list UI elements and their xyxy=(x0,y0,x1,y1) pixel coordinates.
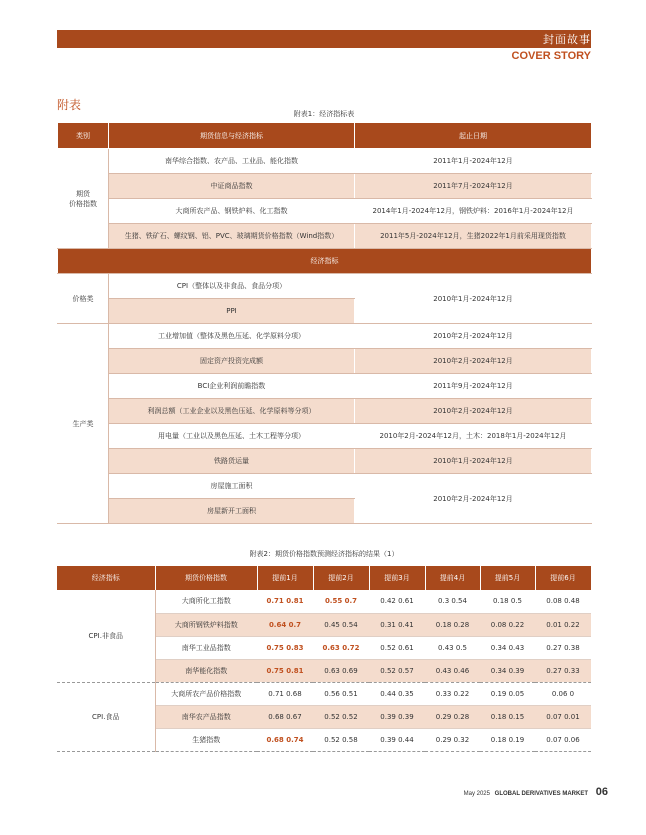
table2-value-cell: 0.08 0.48 xyxy=(535,590,591,613)
table2-value-cell: 0.52 0.52 xyxy=(313,705,369,728)
table2-row xyxy=(57,590,591,613)
table2-index-name: 南华工业品指数 xyxy=(155,636,257,659)
table2-header: 提前3月 xyxy=(369,566,425,590)
table2-value-cell: 0.18 0.28 xyxy=(425,613,480,636)
table2-value-cell: 0.68 0.74 xyxy=(257,728,313,751)
table2-value-cell: 0.27 0.38 xyxy=(535,636,591,659)
table2-index-name: 生猪指数 xyxy=(155,728,257,751)
table1-cell: 南华综合指数、农产品、工业品、能化指数 xyxy=(109,149,355,174)
table2-value-cell: 0.34 0.39 xyxy=(480,659,535,682)
table2-value-cell: 0.75 0.83 xyxy=(257,636,313,659)
appendix-heading: 附表 xyxy=(57,98,82,112)
table1-cell: 2011年5月-2024年12月，生猪2022年1月前采用现货指数 xyxy=(355,224,592,249)
table2-value-cell: 0.18 0.5 xyxy=(480,590,535,613)
table1-cell: BCI企业利润前瞻指数 xyxy=(109,374,355,399)
table1-subheader: 经济指标 xyxy=(58,249,592,274)
table1-group-price: 价格类 xyxy=(58,274,109,324)
table2-header: 提前1月 xyxy=(257,566,313,590)
table2-value-cell: 0.39 0.39 xyxy=(369,705,425,728)
table2-value-cell: 0.68 0.67 xyxy=(257,705,313,728)
table2-header: 提前4月 xyxy=(425,566,480,590)
table2-value-cell: 0.19 0.05 xyxy=(480,682,535,705)
table2-header: 期货价格指数 xyxy=(155,566,257,590)
table2-value-cell: 0.63 0.72 xyxy=(313,636,369,659)
footer-date: May 2025 xyxy=(463,791,490,797)
table1-cell: 固定资产投资完成额 xyxy=(109,349,355,374)
table2-value-cell: 0.07 0.01 xyxy=(535,705,591,728)
table2-value-cell: 0.43 0.5 xyxy=(425,636,480,659)
table2-value-cell: 0.45 0.54 xyxy=(313,613,369,636)
table1-cell: 2011年1月-2024年12月 xyxy=(355,149,592,174)
table2-header: 提前5月 xyxy=(480,566,535,590)
table2-value-cell: 0.39 0.44 xyxy=(369,728,425,751)
table1-cell: 2010年2月-2024年12月 xyxy=(355,399,592,424)
table1-cell: 2011年9月-2024年12月 xyxy=(355,374,592,399)
table1-cell: 2010年2月-2024年12月，土木：2018年1月-2024年12月 xyxy=(355,424,592,449)
table2-value-cell: 0.07 0.06 xyxy=(535,728,591,751)
table2-value-cell: 0.18 0.15 xyxy=(480,705,535,728)
table1-cell: 2010年1月-2024年12月 xyxy=(355,274,592,324)
table2-row xyxy=(57,682,591,705)
table2-value-cell: 0.01 0.22 xyxy=(535,613,591,636)
table1-cell: 2010年2月-2024年12月 xyxy=(355,474,592,524)
table2-value-cell: 0.18 0.19 xyxy=(480,728,535,751)
table1-header-indicator: 期货信息与经济指标 xyxy=(109,123,355,149)
table2-value-cell: 0.33 0.22 xyxy=(425,682,480,705)
table2-header: 提前2月 xyxy=(313,566,369,590)
table1-header-date: 起止日期 xyxy=(355,123,592,149)
footer-text xyxy=(464,791,588,797)
table1-group-futures: 期货 价格指数 xyxy=(58,149,109,249)
table1-cell: PPI xyxy=(109,299,355,324)
table1-cell: 房屋新开工面积 xyxy=(109,499,355,524)
table1-cell: 中证商品指数 xyxy=(109,174,355,199)
table1-cell: 2011年7月-2024年12月 xyxy=(355,174,592,199)
table2-index-name: 大商所钢铁炉料指数 xyxy=(155,613,257,636)
table1-header-category: 类别 xyxy=(58,123,109,149)
forecast-results-table xyxy=(57,566,592,752)
table2-value-cell: 0.75 0.81 xyxy=(257,659,313,682)
table2-value-cell: 0.42 0.61 xyxy=(369,590,425,613)
table1-cell: 2010年2月-2024年12月 xyxy=(355,349,592,374)
table2-value-cell: 0.27 0.33 xyxy=(535,659,591,682)
table1-caption: 附表1：经济指标表 xyxy=(293,110,355,118)
table1-cell: 利润总额（工业企业以及黑色压延、化学原料等分项） xyxy=(109,399,355,424)
table1-cell: CPI（整体以及非食品、食品分项） xyxy=(109,274,355,299)
table1-cell: 铁路货运量 xyxy=(109,449,355,474)
table2-value-cell: 0.52 0.61 xyxy=(369,636,425,659)
table2-index-name: 南华农产品指数 xyxy=(155,705,257,728)
table2-header: 经济指标 xyxy=(57,566,155,590)
table2-index-name: 南华能化指数 xyxy=(155,659,257,682)
table2-value-cell: 0.64 0.7 xyxy=(257,613,313,636)
table2-value-cell: 0.63 0.69 xyxy=(313,659,369,682)
table2-value-cell: 0.52 0.57 xyxy=(369,659,425,682)
table2-index-name: 大商所化工指数 xyxy=(155,590,257,613)
table2-group-label: CPI.食品 xyxy=(57,682,155,751)
table2-value-cell: 0.43 0.46 xyxy=(425,659,480,682)
table1-cell: 工业增加值（整体及黑色压延、化学原料分项） xyxy=(109,324,355,349)
table2-value-cell: 0.55 0.7 xyxy=(313,590,369,613)
table2-header: 提前6月 xyxy=(535,566,591,590)
section-title: 封面故事 xyxy=(543,33,591,46)
table1-cell: 2010年1月-2024年12月 xyxy=(355,449,592,474)
table2-value-cell: 0.56 0.51 xyxy=(313,682,369,705)
economic-indicator-table xyxy=(57,122,592,524)
table2-value-cell: 0.34 0.43 xyxy=(480,636,535,659)
table1-cell: 用电量（工业以及黑色压延、土木工程等分项） xyxy=(109,424,355,449)
section-banner xyxy=(57,30,591,48)
section-subtitle: COVER STORY xyxy=(511,50,591,62)
table1-cell: 2010年2月-2024年12月 xyxy=(355,324,592,349)
table2-value-cell: 0.71 0.81 xyxy=(257,590,313,613)
table2-value-cell: 0.52 0.58 xyxy=(313,728,369,751)
table2-value-cell: 0.29 0.28 xyxy=(425,705,480,728)
table2-value-cell: 0.06 0 xyxy=(535,682,591,705)
table1-cell: 2014年1月-2024年12月，钢铁炉料：2016年1月-2024年12月 xyxy=(355,199,592,224)
table2-value-cell: 0.3 0.54 xyxy=(425,590,480,613)
table2-index-name: 大商所农产品价格指数 xyxy=(155,682,257,705)
table1-cell: 大商所农产品、钢铁炉料、化工指数 xyxy=(109,199,355,224)
table2-group-label: CPI.非食品 xyxy=(57,590,155,682)
table1-cell: 房屋施工面积 xyxy=(109,474,355,499)
page-number: 06 xyxy=(595,786,608,798)
table2-value-cell: 0.31 0.41 xyxy=(369,613,425,636)
table1-group-production: 生产类 xyxy=(58,324,109,524)
table2-caption: 附表2：期货价格指数预测经济指标的结果（1） xyxy=(249,550,399,558)
table2-value-cell: 0.44 0.35 xyxy=(369,682,425,705)
table2-value-cell: 0.71 0.68 xyxy=(257,682,313,705)
footer-publication: GLOBAL DERIVATIVES MARKET xyxy=(494,791,588,797)
table1-cell: 生猪、铁矿石、螺纹钢、铝、PVC、玻璃期货价格指数（Wind指数） xyxy=(109,224,355,249)
table2-value-cell: 0.08 0.22 xyxy=(480,613,535,636)
table2-value-cell: 0.29 0.32 xyxy=(425,728,480,751)
